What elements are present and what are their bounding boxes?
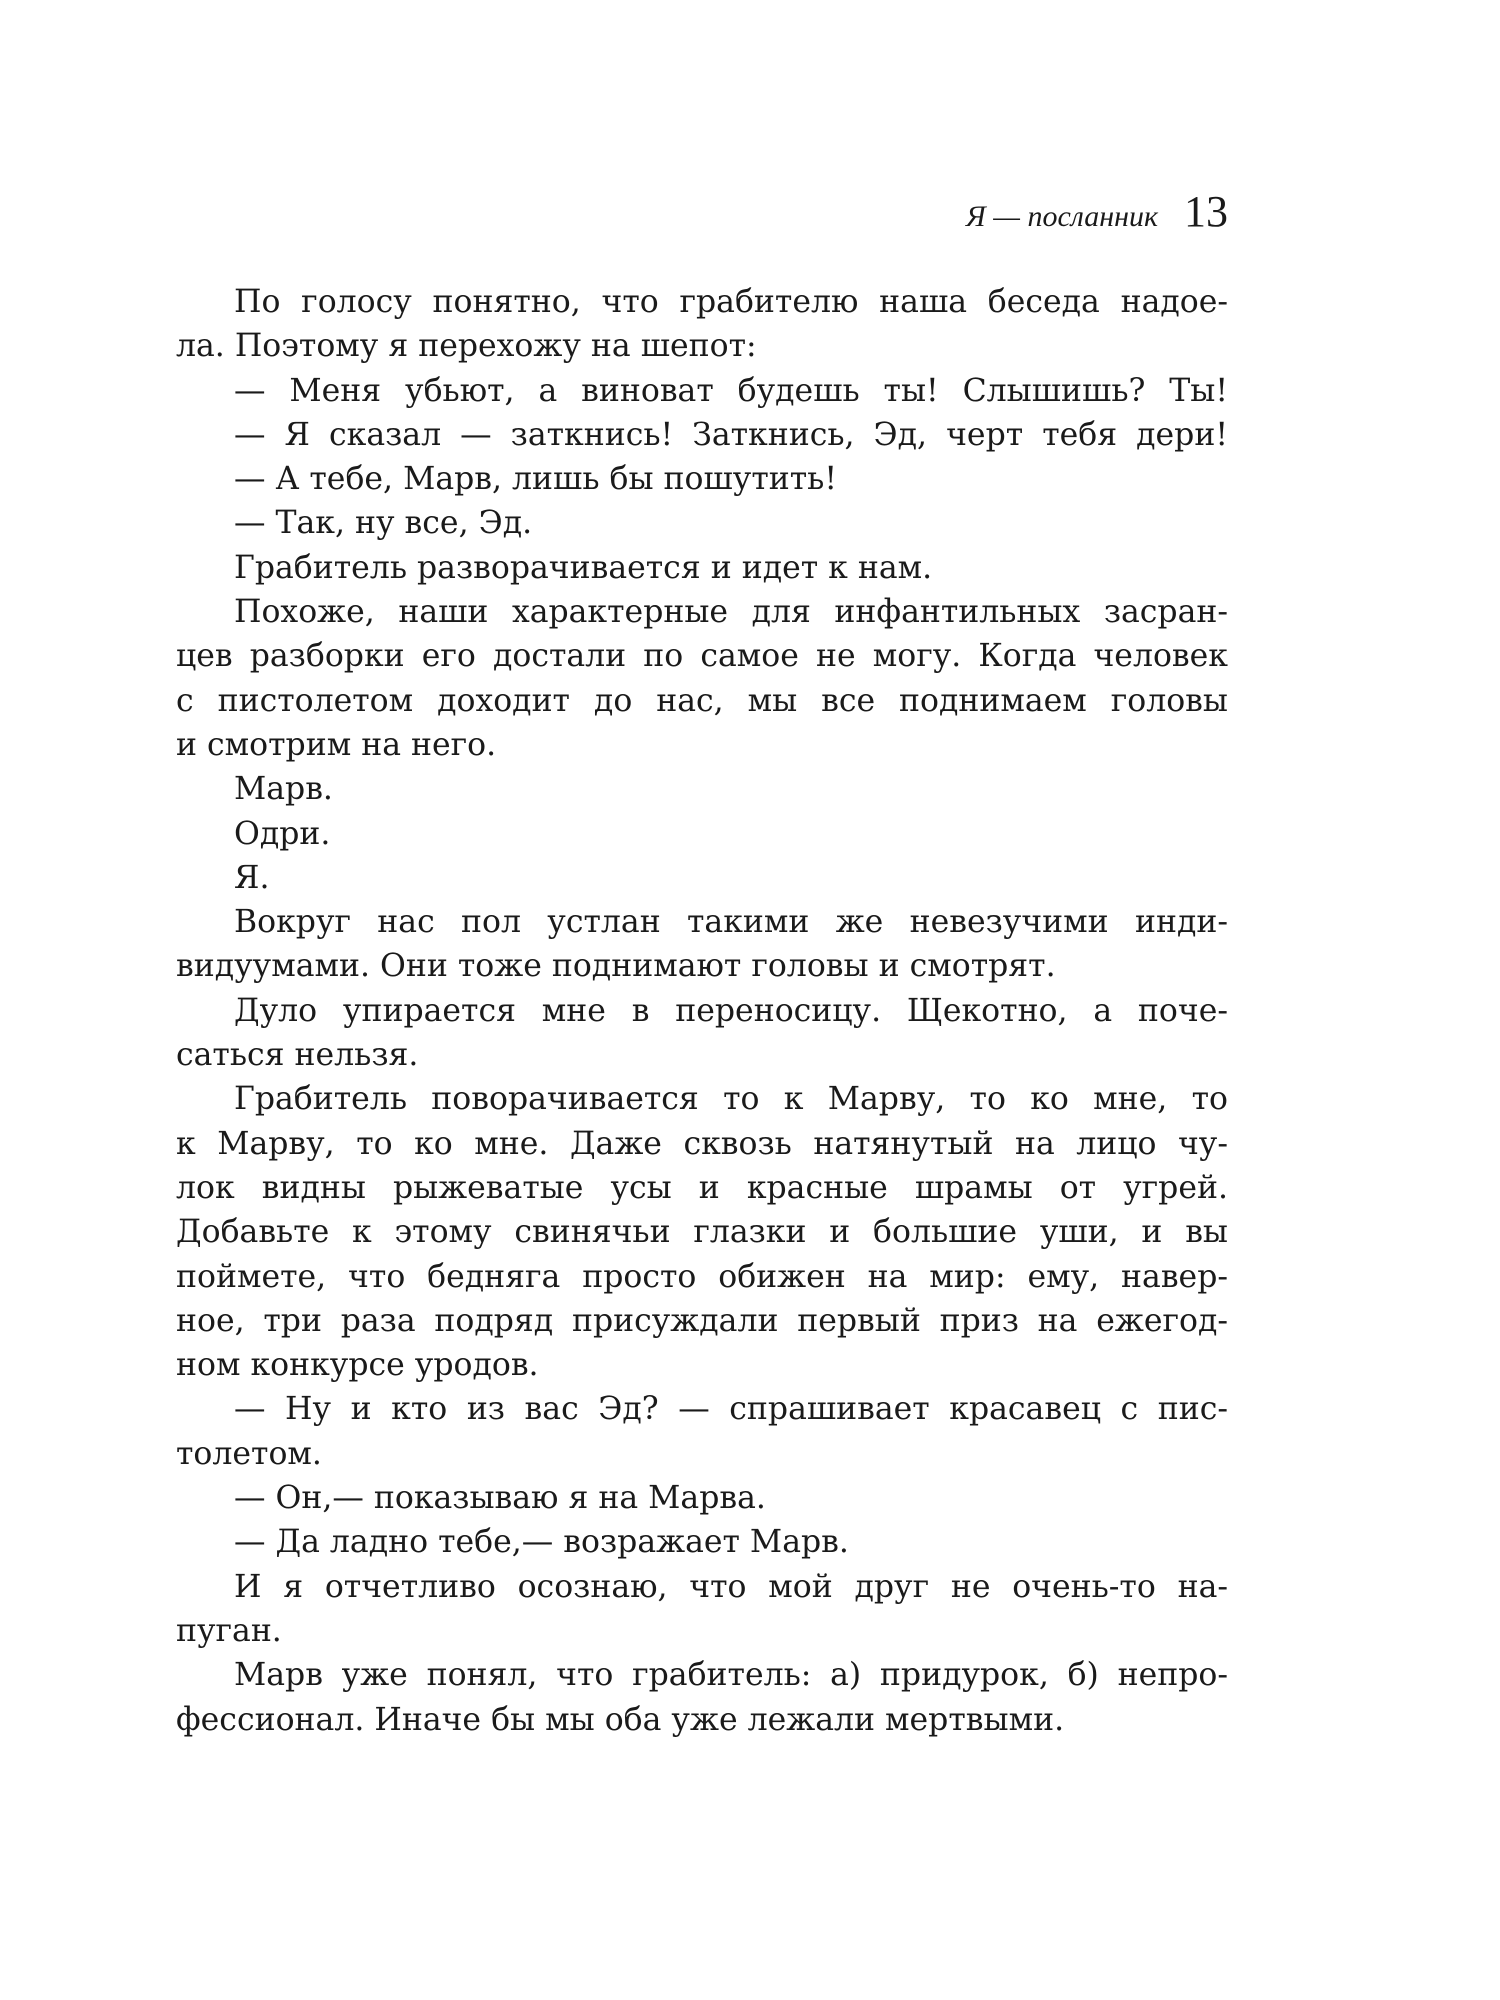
text-line: ном конкурсе уродов.: [176, 1347, 539, 1384]
text-line: Дуло упирается мне в переносицу. Щекотно, а поче-: [234, 992, 1228, 1029]
text-line: — Я сказал — заткнись! Заткнись, Эд, черт тебя дери!: [234, 416, 1228, 453]
text-line: Грабитель разворачивается и идет к нам.: [234, 549, 933, 586]
text-line: Марв уже понял, что грабитель: а) придурок, б) непро-: [234, 1657, 1228, 1694]
page-number: 13: [1184, 187, 1228, 236]
text-line: Одри.: [234, 815, 331, 852]
text-line: — Он,— показываю я на Марва.: [234, 1480, 766, 1517]
text-line: Вокруг нас пол устлан такими же невезучими инди-: [234, 904, 1228, 941]
text-line: Добавьте к этому свинячьи глазки и большие уши, и вы: [176, 1214, 1228, 1251]
text-line: И я отчетливо осознаю, что мой друг не очень-то на-: [234, 1568, 1228, 1605]
text-line: Я.: [234, 859, 270, 896]
text-line: и смотрим на него.: [176, 726, 497, 763]
text-line: Похоже, наши характерные для инфантильных засран-: [234, 594, 1228, 631]
text-line: поймете, что бедняга просто обижен на мир: ему, навер-: [176, 1258, 1228, 1295]
text-line: с пистолетом доходит до нас, мы все поднимаем головы: [176, 682, 1228, 719]
text-line: видуумами. Они тоже поднимают головы и смотрят.: [176, 948, 1056, 985]
text-line: ла. Поэтому я перехожу на шепот:: [176, 328, 757, 365]
text-line: ное, три раза подряд присуждали первый приз на ежегод-: [176, 1302, 1228, 1339]
text-line: Марв.: [234, 771, 333, 808]
text-line: фессионал. Иначе бы мы оба уже лежали мертвыми.: [176, 1701, 1065, 1738]
text-line: к Марву, то ко мне. Даже сквозь натянутый на лицо чу-: [176, 1125, 1228, 1162]
text-line: — Меня убьют, а виноват будешь ты! Слышишь? Ты!: [234, 372, 1228, 409]
text-line: лок видны рыжеватые усы и красные шрамы от угрей.: [176, 1169, 1228, 1206]
text-line: пуган.: [176, 1612, 282, 1649]
text-line: Грабитель поворачивается то к Марву, то ко мне, то: [234, 1081, 1228, 1118]
text-line: — А тебе, Марв, лишь бы пошутить!: [234, 461, 837, 498]
text-line: цев разборки его достали по самое не могу. Когда человек: [176, 638, 1228, 675]
text-line: — Да ладно тебе,— возражает Марв.: [234, 1524, 849, 1561]
text-line: — Ну и кто из вас Эд? — спрашивает красавец с пис-: [234, 1391, 1228, 1428]
text-line: толетом.: [176, 1435, 322, 1472]
text-line: саться нельзя.: [176, 1037, 419, 1074]
text-line: По голосу понятно, что грабителю наша беседа надое-: [234, 284, 1228, 320]
running-header: [176, 186, 1228, 246]
running-title: Я — посланник: [966, 200, 1158, 233]
body-text: [176, 280, 1228, 1742]
text-line: — Так, ну все, Эд.: [234, 505, 533, 542]
